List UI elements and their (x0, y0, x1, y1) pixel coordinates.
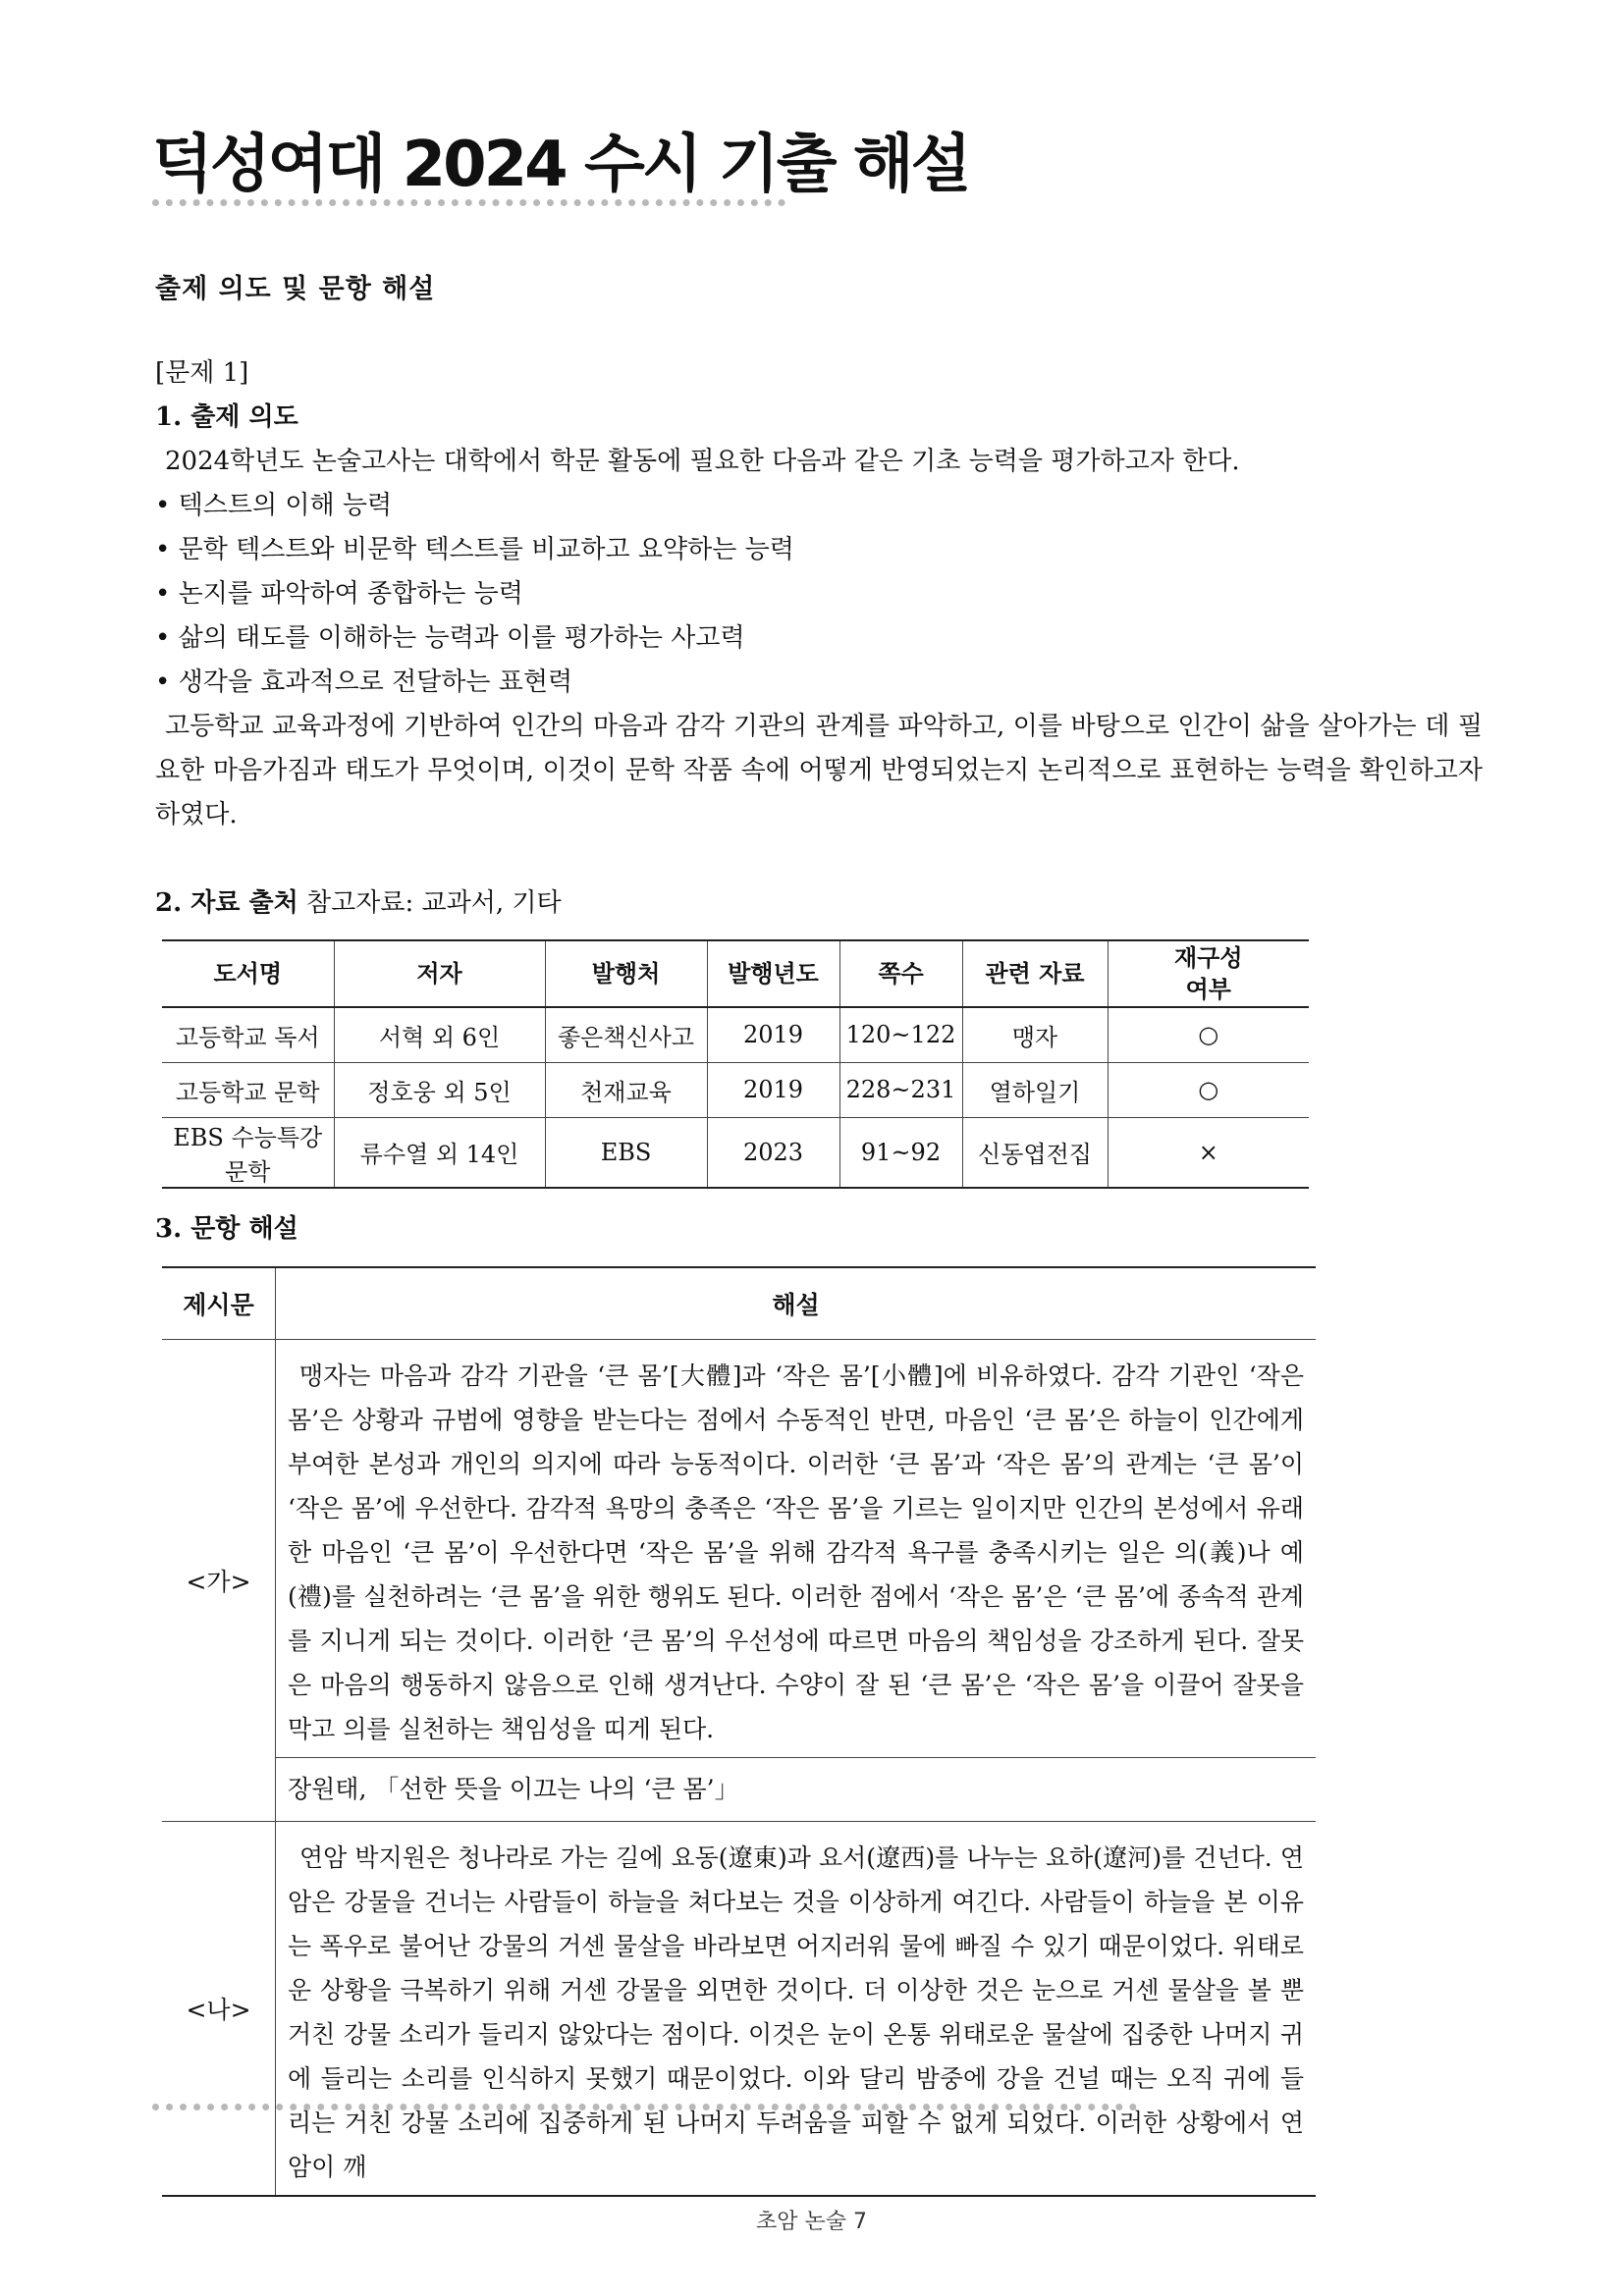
cell: 2023 (707, 1117, 839, 1188)
intent-paragraph: 고등학교 교육과정에 기반하여 인간의 마음과 감각 기관의 관계를 파악하고, 이를 바탕으로 인간이 삶을 살아가는 데 필요한 마음가짐과 태도가 무엇이며, 이것이 문학 작품 속에 어떻게 반영되었는지 논리적으로 표현하는 능력을 확인하고자 하였다. (155, 712, 1483, 829)
sources-heading-line (155, 881, 562, 926)
header-pages: 쪽수 (839, 940, 962, 1007)
cell: 2019 (707, 1007, 839, 1062)
list-item: • 생각을 효과적으로 전달하는 표현력 (155, 661, 794, 705)
cell: 좋은책신사고 (545, 1007, 707, 1062)
cell: ○ (1108, 1062, 1309, 1117)
bottom-dotted-divider (152, 2104, 1137, 2110)
intent-bullet-list (155, 484, 794, 705)
cell: 228~231 (839, 1062, 962, 1117)
sources-table (162, 939, 1309, 1189)
header-passage: 제시문 (162, 1267, 276, 1340)
cell: 신동엽전집 (962, 1117, 1108, 1188)
header-book: 도서명 (162, 940, 334, 1007)
cell: 맹자 (962, 1007, 1108, 1062)
cell: 91~92 (839, 1117, 962, 1188)
list-item: • 논지를 파악하여 종합하는 능력 (155, 572, 794, 616)
header-reconstructed (1108, 940, 1309, 1007)
passage-explanation: 맹자는 마음과 감각 기관을 ‘큰 몸’[大體]과 ‘작은 몸’[小體]에 비유하였다. 감각 기관인 ‘작은 몸’은 상황과 규범에 영향을 받는다는 점에서 수동적인 반면, 마음인 ‘큰 몸’은 하늘이 인간에게 부여한 본성과 개인의 의지에 따라 능동적이다. 이러한 ‘큰 몸’과 ‘작은 몸’의 관계는 ‘큰 몸’이 ‘작은 몸’에 우선한다. 감각적 욕망의 충족은 ‘작은 몸’을 기르는 일이지만 인간의 본성에서 유래한 마음인 ‘큰 몸’이 우선한다면 ‘작은 몸’을 위해 감각적 욕구를 충족시키는 일은 의(義)나 예(禮)를 실천하려는 ‘큰 몸’을 위한 행위도 된다. 이러한 점에서 ‘작은 몸’은 ‘큰 몸’에 종속적 관계를 지니게 되는 것이다. 이러한 ‘큰 몸’의 우선성에 따르면 마음의 책임성을 강조하게 된다. 잘못은 마음의 행동하지 않음으로 인해 생겨난다. 수양이 잘 된 ‘큰 몸’은 ‘작은 몸’을 이끌어 잘못을 막고 의를 실천하는 책임성을 띠게 된다. (276, 1340, 1317, 1758)
cell: 고등학교 문학 (162, 1062, 334, 1117)
cell: × (1108, 1117, 1309, 1188)
cell: 2019 (707, 1062, 839, 1117)
sources-note: 참고자료: 교과서, 기타 (305, 888, 562, 918)
page-title: 덕성여대 2024 수시 기출 해설 (152, 129, 969, 201)
cell: 120~122 (839, 1007, 962, 1062)
cell: 정호웅 외 5인 (334, 1062, 545, 1117)
explain-table (162, 1266, 1316, 2197)
header-year: 발행년도 (707, 940, 839, 1007)
header-reconstructed-text: 재구성 여부 (1173, 943, 1243, 1003)
title-dotted-divider (152, 199, 785, 206)
table-header-row (162, 1267, 1316, 1340)
cell: 류수열 외 14인 (334, 1117, 545, 1188)
cell: 천재교육 (545, 1062, 707, 1117)
passage-label: <가> (162, 1340, 276, 1822)
table-row (162, 1062, 1309, 1117)
passage-source: 장원태, 「선한 뜻을 이끄는 나의 ‘큰 몸’」 (276, 1758, 1317, 1822)
table-row (162, 1822, 1316, 2197)
table-row (162, 1340, 1316, 1758)
cell: ○ (1108, 1007, 1309, 1062)
header-explanation: 해설 (276, 1267, 1317, 1340)
header-publisher: 발행처 (545, 940, 707, 1007)
passage-explanation: 연암 박지원은 청나라로 가는 길에 요동(遼東)과 요서(遼西)를 나누는 요하(遼河)를 건넌다. 연암은 강물을 건너는 사람들이 하늘을 쳐다보는 것을 이상하게 여긴다. 사람들이 하늘을 본 이유는 폭우로 불어난 강물의 거센 물살을 바라보면 어지러워 물에 빠질 수 있기 때문이었다. 위태로운 상황을 극복하기 위해 거센 강물을 외면한 것이다. 더 이상한 것은 눈으로 거센 물살을 볼 뿐 거친 강물 소리가 들리지 않았다는 점이다. 이것은 눈이 온통 위태로운 물살에 집중한 나머지 귀에 들리는 소리를 인식하지 못했기 때문이었다. 이와 달리 밤중에 강을 건널 때는 오직 귀에 들리는 거친 강물 소리에 집중하게 된 나머지 두려움을 피할 수 없게 되었다. 이러한 상황에서 연암이 깨 (276, 1822, 1317, 2197)
passage-label: <나> (162, 1822, 276, 2197)
sources-heading: 2. 자료 출처 (155, 888, 298, 918)
intent-heading: 1. 출제 의도 (155, 402, 298, 432)
problem-label: [문제 1] (155, 358, 249, 388)
header-related: 관련 자료 (962, 940, 1108, 1007)
list-item: • 삶의 태도를 이해하는 능력과 이를 평가하는 사고력 (155, 616, 794, 661)
cell: EBS (545, 1117, 707, 1188)
table-row (162, 1007, 1309, 1062)
list-item: • 문학 텍스트와 비문학 텍스트를 비교하고 요약하는 능력 (155, 528, 794, 572)
cell: 열하일기 (962, 1062, 1108, 1117)
explain-heading: 3. 문항 해설 (155, 1214, 298, 1244)
table-row (162, 1758, 1316, 1822)
header-author: 저자 (334, 940, 545, 1007)
cell: 고등학교 독서 (162, 1007, 334, 1062)
cell: 서혁 외 6인 (334, 1007, 545, 1062)
cell: EBS 수능특강 문학 (162, 1117, 334, 1188)
intent-lead: 2024학년도 논술고사는 대학에서 학문 활동에 필요한 다음과 같은 기초 능력을 평가하고자 한다. (165, 447, 1240, 476)
list-item: • 텍스트의 이해 능력 (155, 484, 794, 528)
table-row (162, 1117, 1309, 1188)
page-footer: 초암 논술 7 (756, 2210, 867, 2234)
table-header-row (162, 940, 1309, 1007)
section-heading: 출제 의도 및 문항 해설 (155, 274, 436, 304)
